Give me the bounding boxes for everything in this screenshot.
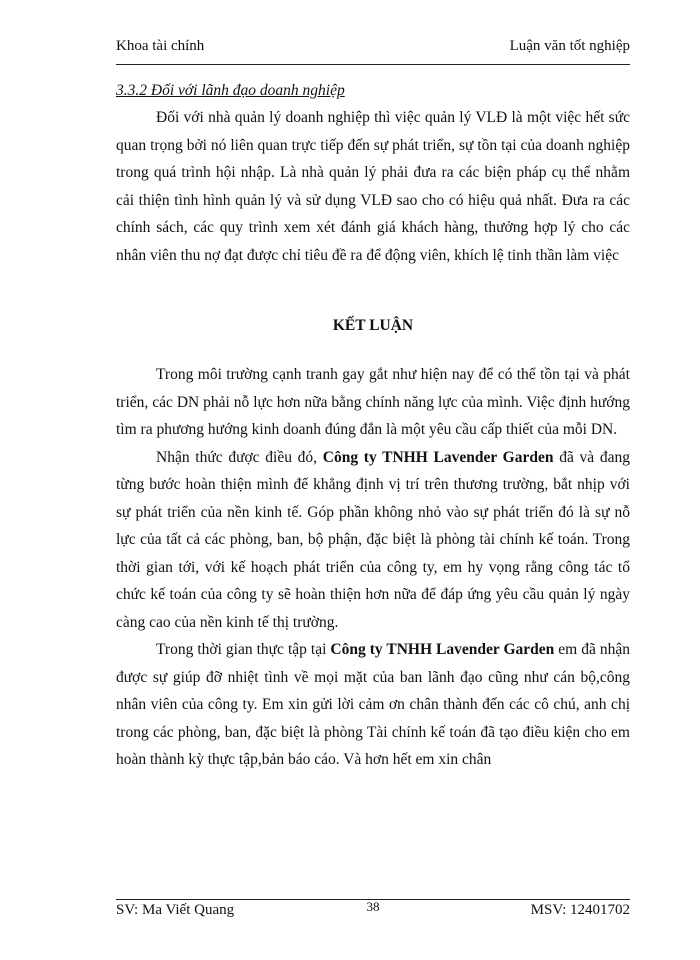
conclusion-title: KẾT LUẬN	[332, 317, 414, 334]
section-heading: 3.3.2 Đối với lãnh đạo doanh nghiệp	[116, 82, 345, 99]
header-faculty: Khoa tài chính	[116, 38, 205, 54]
page-number: 38	[366, 899, 380, 914]
conclusion-paragraph-1: Trong môi trường cạnh tranh gay gắt như hiện nay để có thể tồn tại và phát triển, các DN phải nỗ lực hơn nữa bằng chính năng lực của mình. Việc định hướng tìm ra phương hướng kinh doanh đúng đắn là một yêu cầu cấp thiết của mỗi DN.	[116, 366, 630, 438]
conclusion-paragraph-3	[116, 636, 630, 774]
conclusion-paragraph-2	[116, 444, 630, 637]
p2-end: đã và đang từng bước hoàn thiện mình để khẳng định vị trí trên thương trường, bắt nhịp với sự phát triển của nền kinh tế. Góp phần không nhỏ vào sự phát triển đó là sự nỗ lực của tất cả các phòng, ban, bộ phận, đặc biệt là phòng tài chính kế toán. Trong thời gian tới, với kế hoạch phát triển của công ty, em hy vọng rằng công tác tổ chức kế toán của công ty sẽ hoàn thiện hơn nữa để đáp ứng yêu cầu quản lý ngày càng cao của nền kinh tế thị trường.	[116, 448, 631, 631]
page-body	[116, 78, 630, 774]
header-doc-type: Luận văn tốt nghiệp	[509, 38, 630, 54]
footer-student: SV: Ma Viết Quang	[116, 902, 235, 918]
company-name-2: Công ty TNHH Lavender Garden	[330, 641, 555, 658]
p2-start: Nhận thức được điều đó,	[156, 448, 323, 466]
page-header	[116, 38, 630, 65]
page-footer	[116, 899, 630, 924]
p3-end: em đã nhận được sự giúp đỡ nhiệt tình về mọi mặt của ban lãnh đạo cũng như cán bộ,công nhân viên của công ty. Em xin gửi lời cảm ơn chân thành đến các cô chú, anh chị trong các phòng, ban, đặc biệt là phòng Tài chính kế toán đã tạo điều kiện cho em hoàn thành kỳ thực tập,bản báo cáo. Và hơn hết em xin chân	[116, 641, 630, 768]
footer-student-id: MSV: 12401702	[530, 902, 630, 918]
company-name: Công ty TNHH Lavender Garden	[322, 448, 554, 466]
section-paragraph: Đối với nhà quản lý doanh nghiệp thì việc quản lý VLĐ là một việc hết sức quan trọng bởi nó liên quan trực tiếp đến sự phát triển, sự tồn tại của doanh nghiệp trong quá trình hội nhập. Là nhà quản lý phải đưa ra các biện pháp cụ thể nhằm cải thiện tình hình quản lý và sử dụng VLĐ sao cho có hiệu quả nhất. Đưa ra các chính sách, các quy trình xem xét đánh giá khách hàng, thưởng hợp lý cho các nhân viên thu nợ đạt được chỉ tiêu đề ra để động viên, khích lệ tinh thần làm việc	[116, 109, 630, 264]
p3-start: Trong thời gian thực tập tại	[156, 641, 331, 658]
